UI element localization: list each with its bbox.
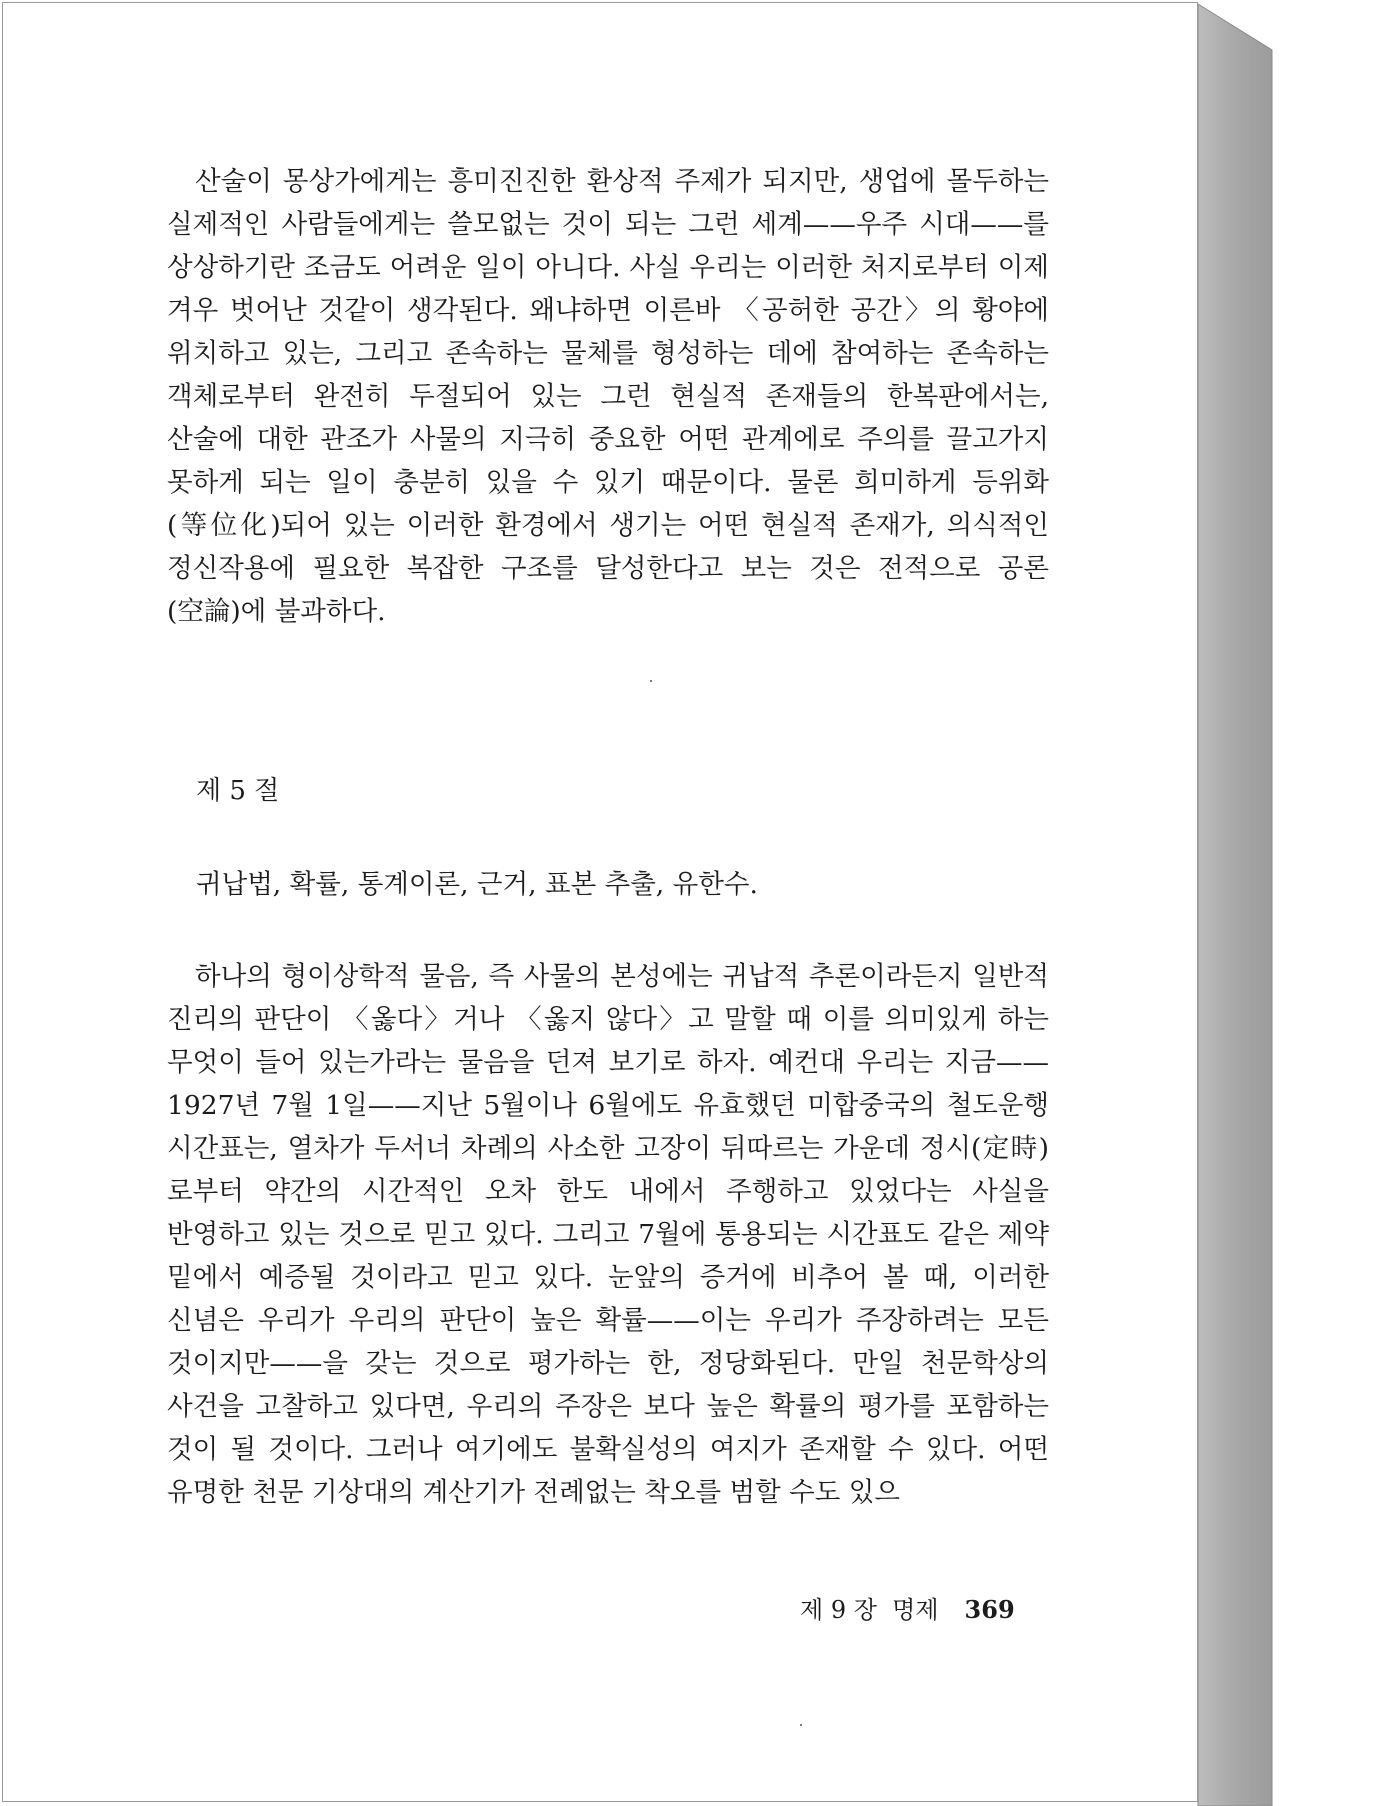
footer-title: 명제 xyxy=(892,1596,939,1624)
page-number: 369 xyxy=(964,1595,1015,1624)
section-heading: 제 5 절 xyxy=(196,776,280,806)
paragraph-2: 하나의 형이상학적 물음, 즉 사물의 본성에는 귀납적 추론이라든지 일반적 진리의 판단이 〈옳다〉거나 〈옳지 않다〉고 말할 때 이를 의미있게 하는 무엇이 들어 있는가라는 물음을 던져 보기로 하자. 예컨대 우리는 지금——1927년 7월 1일——지난 5월이나 6월에도 유효했던 미합중국의 철도운행 시간표는, 열차가 두서너 차례의 사소한 고장이 뒤따르는 가운데 정시(定時)로부터 약간의 시간적인 오차 한도 내에서 주행하고 있었다는 사실을 반영하고 있는 것으로 믿고 있다. 그리고 7월에 통용되는 시간표도 같은 제약 밑에서 예증될 것이라고 믿고 있다. 눈앞의 증거에 비추어 볼 때, 이러한 신념은 우리가 우리의 판단이 높은 확률——이는 우리가 주장하려는 모든 것이지만——을 갖는 것으로 평가하는 한, 정당화된다. 만일 천문학상의 사건을 고찰하고 있다면, 우리의 주장은 보다 높은 확률의 평가를 포함하는 것이 될 것이다. 그러나 여기에도 불확실성의 여지가 존재할 수 있다. 어떤 유명한 천문 기상대의 계산기가 전례없는 착오를 범할 수도 있으 xyxy=(167,961,1049,1508)
paper-speck xyxy=(650,680,652,682)
paragraph-1: 산술이 몽상가에게는 흥미진진한 환상적 주제가 되지만, 생업에 몰두하는 실제적인 사람들에게는 쓸모없는 것이 되는 그런 세계——우주 시대——를 상상하기란 조금도 어려운 일이 아니다. 사실 우리는 이러한 처지로부터 이제 겨우 벗어난 것같이 생각된다. 왜냐하면 이른바 〈공허한 공간〉의 황야에 위치하고 있는, 그리고 존속하는 물체를 형성하는 데에 참여하는 존속하는 객체로부터 완전히 두절되어 있는 그런 현실적 존재들의 한복판에서는, 산술에 대한 관조가 사물의 지극히 중요한 어떤 관계에로 주의를 끌고가지 못하게 되는 일이 충분히 있을 수 있기 때문이다. 물론 희미하게 등위화(等位化)되어 있는 이러한 환경에서 생기는 어떤 현실적 존재가, 의식적인 정신작용에 필요한 복잡한 구조를 달성한다고 보는 것은 전적으로 공론(空論)에 불과하다. xyxy=(167,166,1049,627)
paragraph-2-block xyxy=(167,955,1049,1514)
paper-speck xyxy=(800,1724,802,1726)
page-footer xyxy=(800,1590,1015,1625)
footer-chapter: 제 9 장 xyxy=(800,1596,877,1624)
section-topics: 귀납법, 확률, 통계이론, 근거, 표본 추출, 유한수. xyxy=(196,869,758,900)
paragraph-1-block xyxy=(167,160,1049,633)
